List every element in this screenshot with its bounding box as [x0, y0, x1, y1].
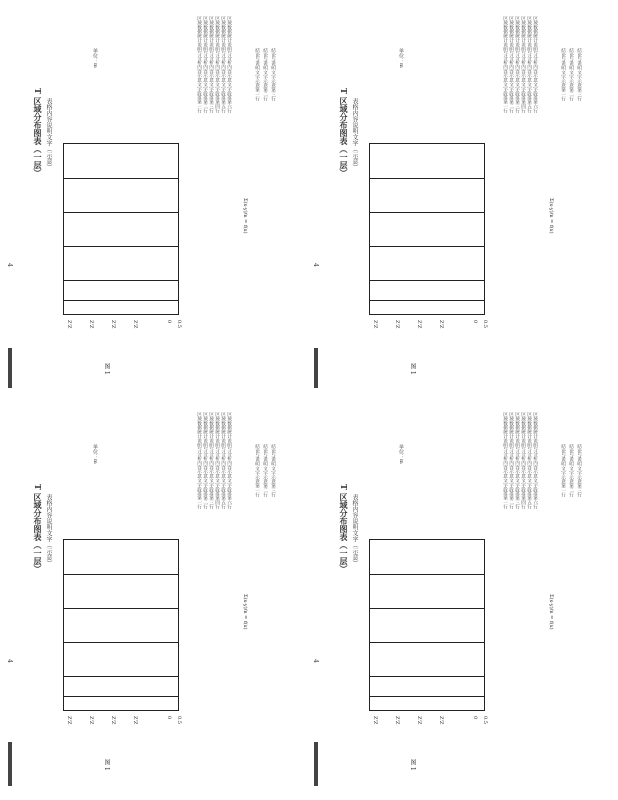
binding-strip-mark	[8, 742, 12, 786]
tick-label: Z'Z	[372, 716, 378, 725]
body-text-block	[196, 16, 240, 386]
chart-gridline	[64, 246, 178, 247]
body-line: 结论与说明文字示意第三行	[576, 48, 582, 101]
chart-gridline	[64, 300, 178, 301]
tick-label: Z'Z	[438, 716, 444, 725]
body-line: 结论与说明文字示意第三行	[270, 444, 276, 497]
section-subtitle: 表格内容说明文字（示意）	[351, 98, 358, 170]
axis-end-label: 0	[166, 716, 172, 720]
body-line: 结论与说明文字示意第一行	[560, 48, 566, 101]
section-subtitle: 表格内容说明文字（示意）	[45, 494, 52, 566]
body-line: 区域数据统计说明与分析内容示意文字段落第四行	[214, 16, 220, 113]
figure-caption: 图 1	[103, 363, 110, 375]
document-panel	[6, 404, 306, 794]
body-text-block	[556, 444, 600, 774]
figure-caption: 图 1	[103, 759, 110, 771]
document-panel	[6, 8, 306, 398]
chart-gridline	[64, 280, 178, 281]
body-line: 区域数据统计说明与分析内容示意文字段落第六行	[226, 16, 232, 113]
binding-strip-mark	[8, 348, 12, 388]
tick-label: Z'Z	[66, 716, 72, 725]
tick-label: Z'Z	[66, 320, 72, 329]
chart-frame	[369, 539, 485, 711]
chart-gridline	[64, 178, 178, 179]
body-text-block	[250, 48, 294, 378]
figure-caption: 图 1	[409, 759, 416, 771]
axis-end-label: 0	[472, 320, 478, 324]
axis-end-label: 0.5	[176, 716, 182, 724]
tick-label: Z'Z	[132, 320, 138, 329]
formula: Σ(x·y)/n = f(x)	[548, 198, 554, 234]
body-line: 区域数据统计说明与分析内容示意文字段落第六行	[532, 16, 538, 113]
body-line: 区域数据统计说明与分析内容示意文字段落第四行	[214, 412, 220, 509]
body-line: 区域数据统计说明与分析内容示意文字段落第二行	[508, 16, 514, 113]
body-line: 区域数据统计说明与分析内容示意文字段落第四行	[520, 16, 526, 113]
body-text-block	[250, 444, 294, 774]
section-subtitle: 表格内容说明文字（示意）	[351, 494, 358, 566]
axis-end-label: 0.5	[176, 320, 182, 328]
axis-label: 单位：m	[398, 444, 404, 464]
body-line: 区域数据统计说明与分析内容示意文字段落第二行	[202, 16, 208, 113]
section-subtitle: 表格内容说明文字（示意）	[45, 98, 52, 170]
binding-strip-mark	[314, 348, 318, 388]
chart-gridline	[64, 676, 178, 677]
chart-frame	[369, 143, 485, 315]
body-line: 区域数据统计说明与分析内容示意文字段落第三行	[514, 16, 520, 113]
axis-label: 单位：m	[92, 444, 98, 464]
body-line: 结论与说明文字示意第一行	[560, 444, 566, 497]
figure-caption: 图 1	[409, 363, 416, 375]
body-line: 区域数据统计说明与分析内容示意文字段落第一行	[502, 16, 508, 113]
chart-gridline	[64, 642, 178, 643]
body-line: 区域数据统计说明与分析内容示意文字段落第六行	[226, 412, 232, 509]
body-text-block	[502, 16, 546, 386]
body-line: 结论与说明文字示意第三行	[270, 48, 276, 101]
axis-label: 单位：m	[92, 48, 98, 68]
axis-end-label: 0.5	[482, 716, 488, 724]
tick-label: Z'Z	[438, 320, 444, 329]
tick-label: Z'Z	[394, 716, 400, 725]
tick-label: Z'Z	[110, 320, 116, 329]
chart-gridline	[64, 212, 178, 213]
formula: Σ(x·y)/n = f(x)	[548, 594, 554, 630]
chart-gridline	[370, 696, 484, 697]
body-line: 区域数据统计说明与分析内容示意文字段落第六行	[532, 412, 538, 509]
body-line: 区域数据统计说明与分析内容示意文字段落第三行	[208, 16, 214, 113]
chart-gridline	[370, 642, 484, 643]
tick-label: Z'Z	[110, 716, 116, 725]
chart-frame	[63, 539, 179, 711]
tick-label: Z'Z	[416, 716, 422, 725]
axis-label: 单位：m	[398, 48, 404, 68]
body-line: 结论与说明文字示意第一行	[254, 48, 260, 101]
tick-label: Z'Z	[132, 716, 138, 725]
body-line: 区域数据统计说明与分析内容示意文字段落第一行	[196, 16, 202, 113]
body-line: 区域数据统计说明与分析内容示意文字段落第二行	[508, 412, 514, 509]
document-panel	[312, 404, 612, 794]
body-line: 结论与说明文字示意第二行	[568, 444, 574, 497]
axis-end-label: 0	[472, 716, 478, 720]
tick-label: Z'Z	[88, 716, 94, 725]
chart-gridline	[370, 212, 484, 213]
page-number: 4	[6, 263, 13, 267]
page-number: 4	[312, 659, 319, 663]
body-line: 区域数据统计说明与分析内容示意文字段落第三行	[514, 412, 520, 509]
tick-label: Z'Z	[394, 320, 400, 329]
body-line: 区域数据统计说明与分析内容示意文字段落第三行	[208, 412, 214, 509]
chart-frame	[63, 143, 179, 315]
chart-gridline	[370, 300, 484, 301]
section-title: T 区域分布图表（一层）	[339, 88, 349, 177]
document-panel	[312, 8, 612, 398]
body-line: 区域数据统计说明与分析内容示意文字段落第一行	[502, 412, 508, 509]
page-number: 4	[312, 263, 319, 267]
body-line: 结论与说明文字示意第二行	[568, 48, 574, 101]
formula: Σ(x·y)/n = f(x)	[242, 198, 248, 234]
axis-end-label: 0.5	[482, 320, 488, 328]
chart-gridline	[64, 574, 178, 575]
body-line: 结论与说明文字示意第一行	[254, 444, 260, 497]
body-line: 区域数据统计说明与分析内容示意文字段落第五行	[220, 16, 226, 113]
axis-end-label: 0	[166, 320, 172, 324]
body-text-block	[556, 48, 600, 378]
chart-gridline	[370, 574, 484, 575]
formula: Σ(x·y)/n = f(x)	[242, 594, 248, 630]
body-line: 结论与说明文字示意第二行	[262, 444, 268, 497]
tick-label: Z'Z	[88, 320, 94, 329]
chart-gridline	[64, 696, 178, 697]
body-line: 区域数据统计说明与分析内容示意文字段落第二行	[202, 412, 208, 509]
chart-gridline	[370, 676, 484, 677]
body-line: 区域数据统计说明与分析内容示意文字段落第五行	[526, 412, 532, 509]
section-title: T 区域分布图表（一层）	[339, 484, 349, 573]
chart-gridline	[370, 280, 484, 281]
body-line: 区域数据统计说明与分析内容示意文字段落第五行	[220, 412, 226, 509]
chart-gridline	[370, 246, 484, 247]
tick-label: Z'Z	[372, 320, 378, 329]
page-number: 4	[6, 659, 13, 663]
body-line: 结论与说明文字示意第三行	[576, 444, 582, 497]
body-line: 结论与说明文字示意第二行	[262, 48, 268, 101]
body-text-block	[196, 412, 240, 782]
body-text-block	[502, 412, 546, 782]
body-line: 区域数据统计说明与分析内容示意文字段落第五行	[526, 16, 532, 113]
tick-label: Z'Z	[416, 320, 422, 329]
chart-gridline	[370, 178, 484, 179]
binding-strip-mark	[314, 742, 318, 786]
chart-gridline	[64, 608, 178, 609]
body-line: 区域数据统计说明与分析内容示意文字段落第一行	[196, 412, 202, 509]
section-title: T 区域分布图表（一层）	[33, 484, 43, 573]
chart-gridline	[370, 608, 484, 609]
body-line: 区域数据统计说明与分析内容示意文字段落第四行	[520, 412, 526, 509]
section-title: T 区域分布图表（一层）	[33, 88, 43, 177]
